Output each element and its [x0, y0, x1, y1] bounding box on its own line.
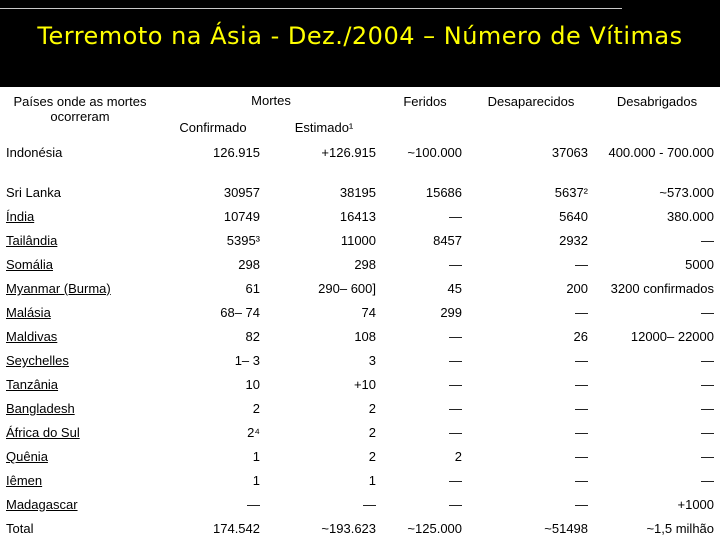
confirmed-cell: 126.915	[213, 145, 260, 160]
country-cell[interactable]	[0, 181, 160, 205]
total-row	[0, 517, 720, 540]
table-row	[0, 469, 720, 493]
column-header-missing: Desaparecidos	[487, 94, 575, 109]
estimated-cell: +10	[353, 377, 377, 392]
table-row	[0, 205, 720, 229]
confirmed-cell: 82	[245, 329, 260, 344]
confirmed-cell: 298	[238, 257, 260, 272]
injured-cell: —	[449, 209, 463, 224]
injured-cell: —	[449, 353, 463, 368]
country-link[interactable]: Seychelles	[6, 353, 69, 368]
country-cell[interactable]	[0, 421, 160, 445]
country-cell[interactable]	[0, 493, 160, 517]
missing-cell: 26	[573, 329, 589, 344]
confirmed-cell: —	[247, 497, 260, 512]
estimated-cell: 74	[361, 305, 377, 320]
missing-cell: —	[575, 497, 589, 512]
confirmed-cell: 5395³	[226, 233, 260, 248]
column-header-injured: Feridos	[403, 94, 447, 109]
estimated-cell: 2	[368, 449, 377, 464]
country-link[interactable]: Tanzânia	[6, 377, 59, 392]
displaced-cell: 5000	[685, 257, 715, 272]
column-header-confirmed: Confirmado	[179, 120, 247, 135]
confirmed-cell: 68– 74	[220, 305, 260, 320]
missing-cell: 2932	[559, 233, 589, 248]
title-divider	[0, 8, 622, 9]
missing-cell: —	[575, 425, 589, 440]
confirmed-cell: 1	[252, 449, 260, 464]
confirmed-cell: 1	[252, 473, 260, 488]
confirmed-cell: 2⁴	[247, 425, 260, 440]
confirmed-cell: 2	[252, 401, 260, 416]
injured-cell: —	[449, 425, 463, 440]
column-header-deaths: Mortes	[251, 93, 291, 108]
country-cell[interactable]	[0, 301, 160, 325]
missing-cell: —	[575, 377, 589, 392]
missing-cell: —	[575, 473, 589, 488]
table-row	[0, 141, 720, 181]
country-cell[interactable]	[0, 349, 160, 373]
estimated-cell: 298	[354, 257, 377, 272]
country-link[interactable]: Maldivas	[6, 329, 58, 344]
missing-cell: —	[575, 353, 589, 368]
country-link[interactable]: Bangladesh	[6, 401, 75, 416]
column-header-displaced: Desabrigados	[616, 94, 698, 109]
country-cell[interactable]	[0, 397, 160, 421]
displaced-cell: +1000	[677, 497, 715, 512]
table-row	[0, 325, 720, 349]
missing-cell: —	[575, 305, 589, 320]
displaced-cell: 400.000 - 700.000	[608, 145, 715, 160]
estimated-cell: 38195	[339, 185, 377, 200]
displaced-cell: —	[701, 233, 715, 248]
country-cell[interactable]	[0, 373, 160, 397]
injured-cell: —	[449, 329, 463, 344]
displaced-cell: —	[701, 353, 715, 368]
country-link[interactable]: Quênia	[6, 449, 48, 464]
column-header-country: Países onde as mortes ocorreram	[13, 94, 147, 124]
injured-cell: 45	[447, 281, 463, 296]
estimated-cell: 3	[368, 353, 377, 368]
displaced-cell: —	[701, 473, 715, 488]
missing-cell: 5640	[559, 209, 589, 224]
confirmed-cell: 1– 3	[234, 353, 260, 368]
estimated-cell: 290– 600]	[318, 281, 377, 296]
total-estimated: ~193.623	[321, 521, 377, 536]
missing-cell: 5637²	[554, 185, 589, 200]
country-cell[interactable]	[0, 141, 160, 181]
estimated-cell: 2	[368, 401, 377, 416]
estimated-cell: 11000	[340, 233, 377, 248]
total-displaced: ~1,5 milhão	[646, 521, 715, 536]
estimated-cell: 1	[368, 473, 377, 488]
estimated-cell: 16413	[339, 209, 377, 224]
confirmed-cell: 61	[245, 281, 260, 296]
total-missing: ~51498	[544, 521, 589, 536]
country-cell[interactable]	[0, 325, 160, 349]
displaced-cell: —	[701, 425, 715, 440]
injured-cell: —	[449, 473, 463, 488]
table-row	[0, 253, 720, 277]
country-cell[interactable]	[0, 229, 160, 253]
injured-cell: —	[449, 401, 463, 416]
table-row	[0, 301, 720, 325]
confirmed-cell: 10749	[223, 209, 260, 224]
total-confirmed: 174.542	[213, 521, 260, 536]
estimated-cell: 108	[354, 329, 377, 344]
injured-cell: 299	[440, 305, 463, 320]
country-link[interactable]: Indonésia	[6, 145, 63, 160]
table-row	[0, 277, 720, 301]
displaced-cell: —	[701, 377, 715, 392]
table-row	[0, 445, 720, 469]
slide-title: Terremoto na Ásia - Dez./2004 – Número de Vítimas	[37, 22, 683, 50]
country-cell[interactable]	[0, 277, 160, 301]
table-row	[0, 421, 720, 445]
table-row	[0, 181, 720, 205]
displaced-cell: —	[701, 449, 715, 464]
injured-cell: 8457	[433, 233, 463, 248]
total-label: Total	[6, 521, 34, 536]
missing-cell: —	[575, 449, 589, 464]
total-injured: ~125.000	[407, 521, 463, 536]
table-row	[0, 349, 720, 373]
missing-cell: 200	[566, 281, 589, 296]
displaced-cell: 12000– 22000	[630, 329, 715, 344]
displaced-cell: 3200 confirmados	[610, 281, 715, 296]
country-cell[interactable]	[0, 469, 160, 493]
confirmed-cell: 10	[245, 377, 260, 392]
table-row	[0, 373, 720, 397]
country-link[interactable]: Iêmen	[6, 473, 43, 488]
table-row	[0, 493, 720, 517]
injured-cell: —	[449, 257, 463, 272]
estimated-cell: 2	[368, 425, 377, 440]
missing-cell: 37063	[551, 145, 589, 160]
injured-cell: 2	[454, 449, 463, 464]
column-header-estimated: Estimado¹	[294, 120, 354, 135]
victims-table-container	[0, 87, 720, 540]
country-link[interactable]: África do Sul	[6, 425, 80, 440]
missing-cell: —	[575, 257, 589, 272]
table-row	[0, 229, 720, 253]
injured-cell: ~100.000	[407, 145, 463, 160]
country-link[interactable]: Myanmar (Burma)	[6, 281, 111, 296]
injured-cell: —	[449, 377, 463, 392]
estimated-cell: +126.915	[321, 145, 377, 160]
displaced-cell: —	[701, 401, 715, 416]
country-cell[interactable]	[0, 253, 160, 277]
estimated-cell: —	[363, 497, 377, 512]
missing-cell: —	[575, 401, 589, 416]
victims-table	[0, 87, 720, 540]
country-cell[interactable]	[0, 205, 160, 229]
injured-cell: —	[449, 497, 463, 512]
country-link[interactable]: Malásia	[6, 305, 51, 320]
displaced-cell: ~573.000	[659, 185, 715, 200]
country-link[interactable]: Somália	[6, 257, 53, 272]
country-link[interactable]: Sri Lanka	[6, 185, 61, 200]
displaced-cell: 380.000	[667, 209, 715, 224]
confirmed-cell: 30957	[223, 185, 260, 200]
country-cell[interactable]	[0, 445, 160, 469]
displaced-cell: —	[701, 305, 715, 320]
country-link[interactable]: Madagascar	[6, 497, 78, 512]
table-row	[0, 397, 720, 421]
country-link[interactable]: Índia	[6, 209, 35, 224]
country-link[interactable]: Tailândia	[6, 233, 58, 248]
injured-cell: 15686	[425, 185, 463, 200]
